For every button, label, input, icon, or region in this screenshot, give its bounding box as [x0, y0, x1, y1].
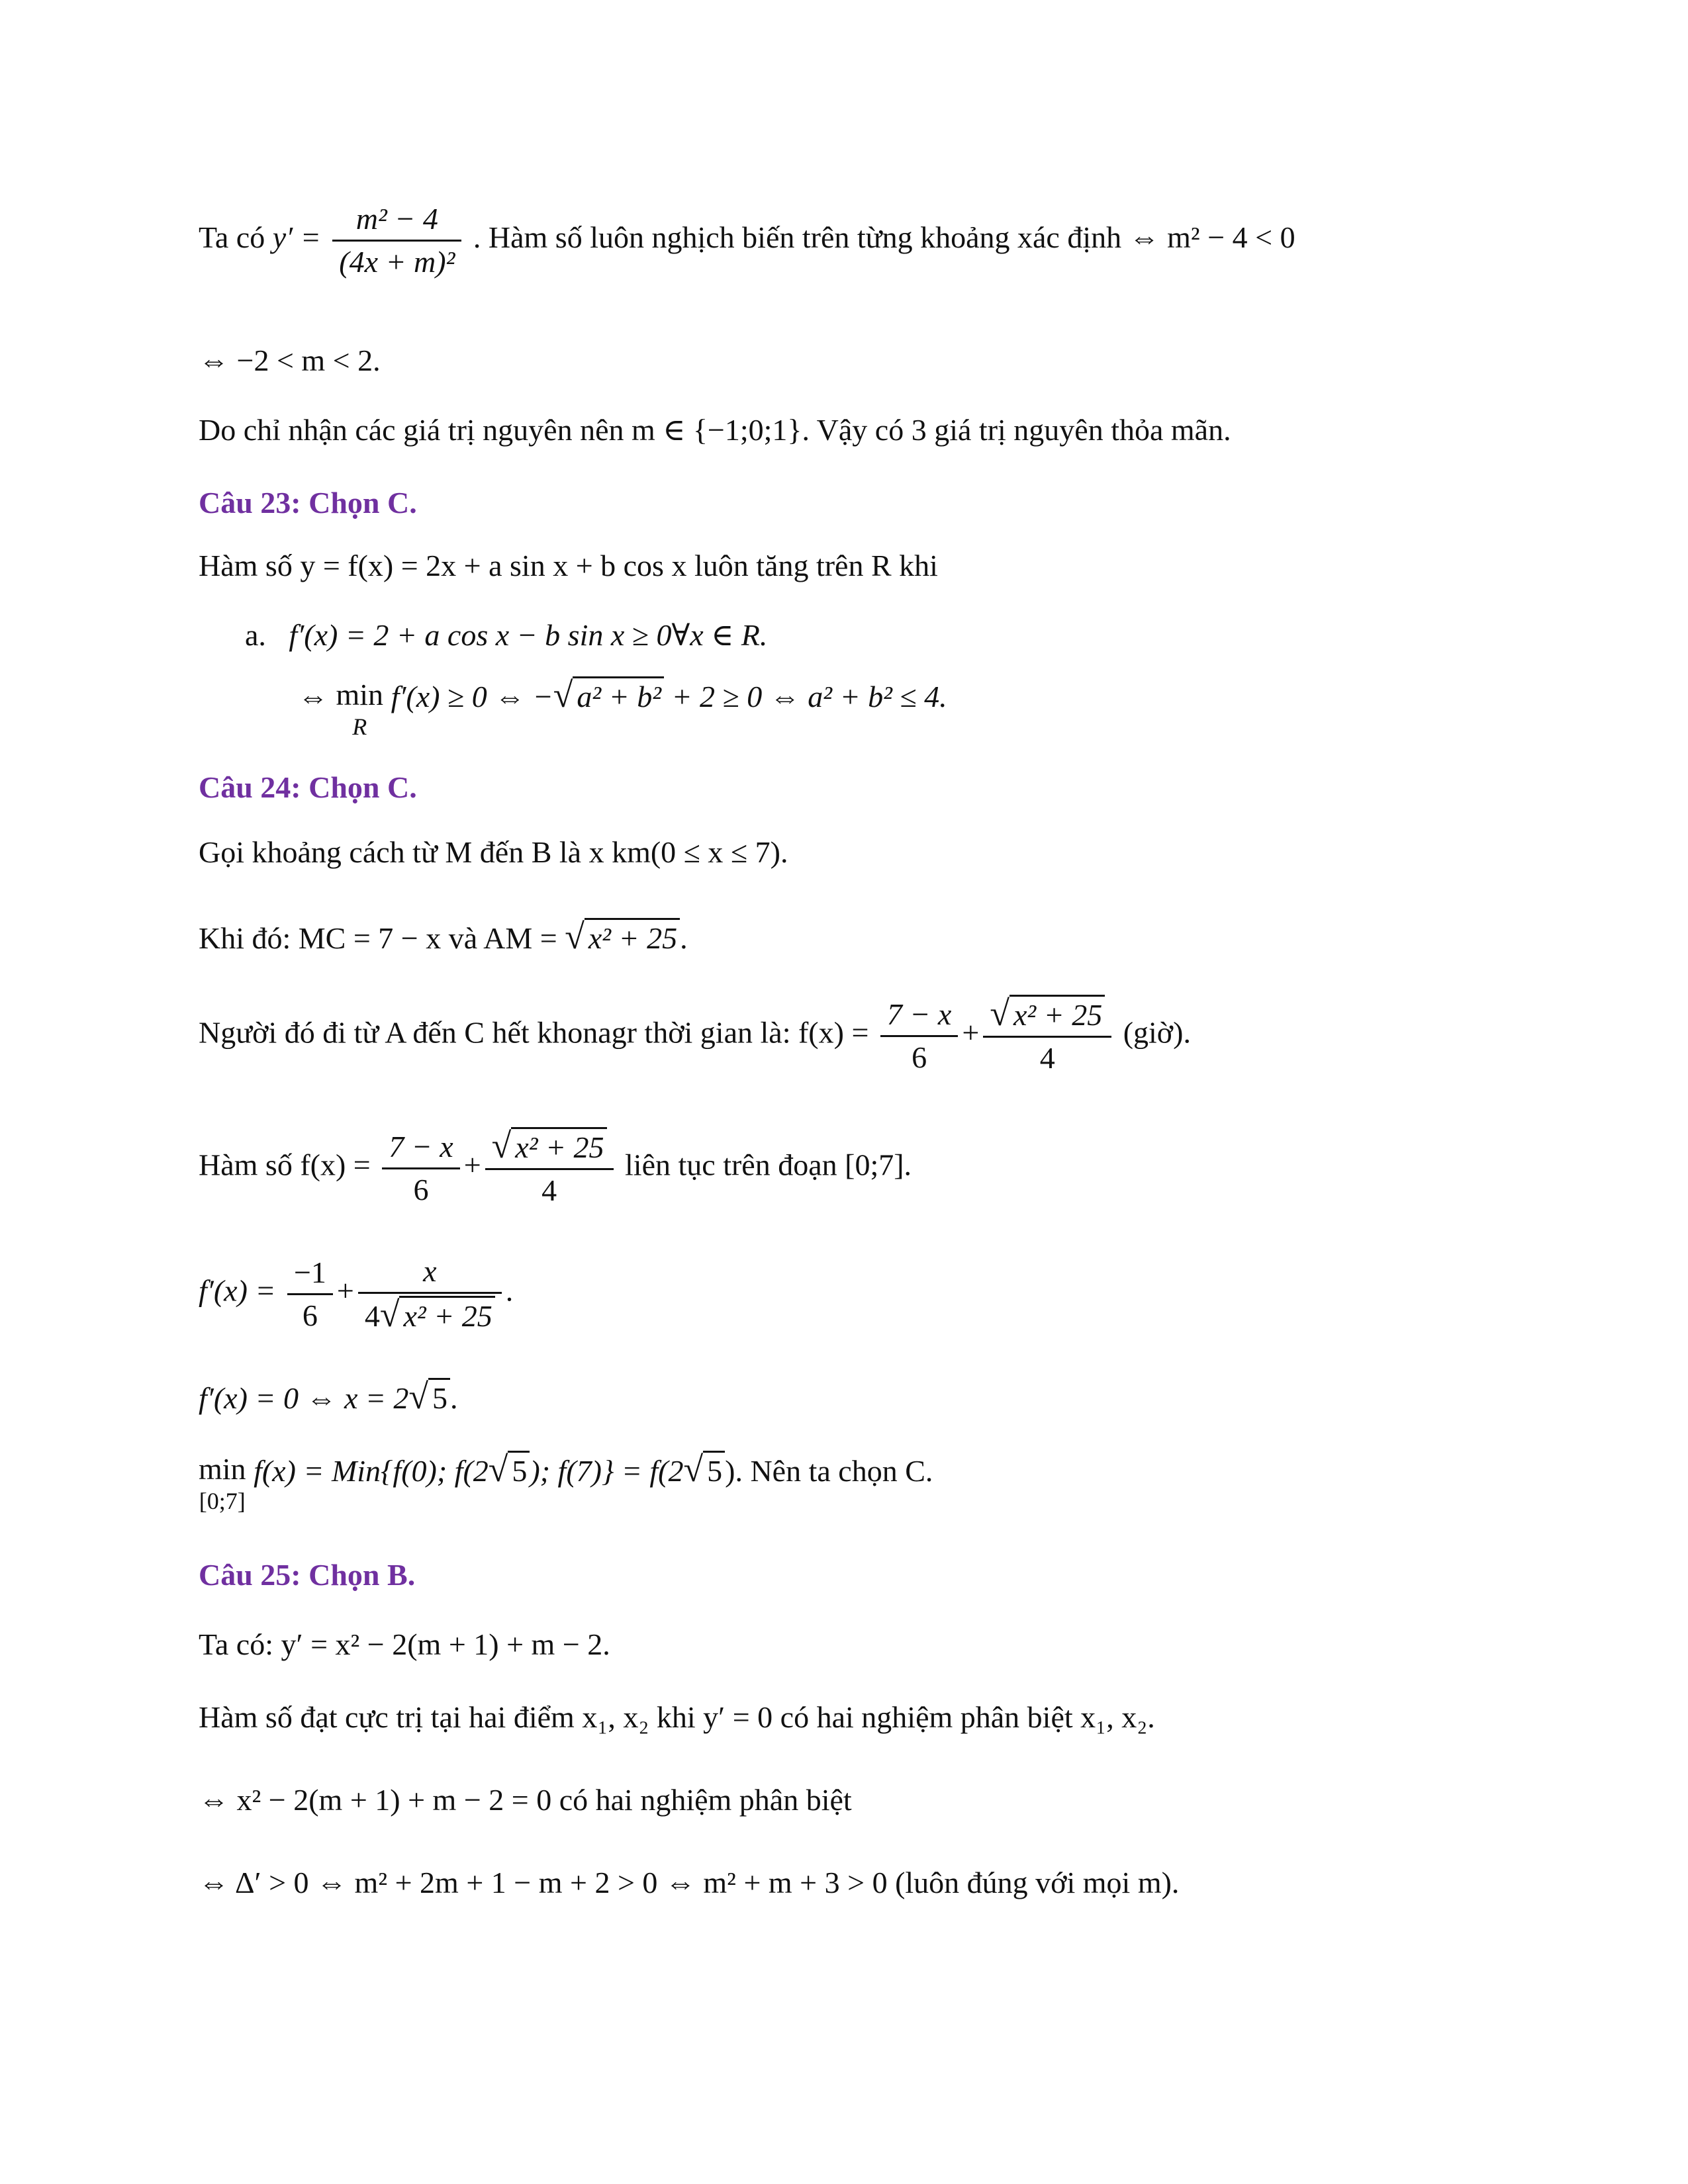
q24-line6: f′(x) = 0 ⇔ x = 2√ 5.	[199, 1377, 458, 1416]
q24-unit: (giờ).	[1123, 1015, 1191, 1050]
q24-plus: +	[962, 1015, 980, 1050]
q24-am-radicand: x² + 25	[585, 918, 680, 956]
q23-equiv: ⇔	[298, 680, 328, 713]
derivative-fraction	[332, 199, 461, 283]
q24-l6-post: .	[450, 1381, 458, 1415]
q24-time-text: Người đó đi từ A đến C hết khonagr thời gian là: f(x) =	[199, 1015, 869, 1050]
q24-l5-frac1-num: −1	[287, 1252, 333, 1295]
q24-l4-frac2: $\frac{\text{√ x² + 25}}{4}$	[485, 1125, 614, 1211]
q24-frac1-den: 6	[912, 1040, 927, 1074]
q23-line3	[298, 675, 947, 739]
q24-frac2: $\frac{\text{√ x² + 25}}{4}$	[983, 993, 1111, 1079]
line-integer-values: Do chỉ nhận các giá trị nguyên nên m ∈ {−1;0;1}. Vậy có 3 giá trị nguyên thỏa mãn.	[199, 413, 1231, 447]
q24-l5-plus: +	[336, 1273, 354, 1308]
q23-min	[336, 675, 384, 739]
q24-frac1	[880, 994, 958, 1078]
q24-l4-frac1-den: 6	[413, 1172, 429, 1206]
q24-l4-frac1	[382, 1126, 459, 1210]
q24-line4	[199, 1125, 912, 1211]
q23-mid: f′(x) ≥ 0 ⇔ −	[391, 680, 553, 713]
q24-l5-frac2-num: x	[358, 1251, 502, 1294]
q25-line1: Ta có: y′ = x² − 2(m + 1) + m − 2.	[199, 1627, 610, 1661]
q24-heading: Câu 24: Chọn C.	[199, 770, 417, 804]
q23-derivative: f′(x) = 2 + a cos x − b sin x ≥ 0∀x ∈ R.	[289, 618, 768, 652]
q24-l5-frac2: $\frac{x}{\text{4√ x² + 25}}$	[358, 1251, 502, 1337]
q24-l2-post: .	[680, 921, 688, 955]
q24-l7-min-sub: [0;7]	[199, 1488, 246, 1514]
q24-am-sqrt: √ x² + 25	[565, 917, 680, 958]
q24-l5-frac1-den: 6	[302, 1298, 318, 1332]
q24-line7: min [0;7] f(x) = Min{f(0); f(2√ 5); f(7)} = f(2√ 5). Nên ta chọn C.	[199, 1449, 933, 1514]
intro-text: Ta có	[199, 220, 273, 255]
q24-l6-pre: f′(x) = 0 ⇔ x = 2	[199, 1381, 409, 1415]
q24-l7-radicand: 5	[508, 1451, 530, 1488]
q24-frac2-radicand: x² + 25	[1009, 995, 1105, 1032]
derivative-denominator: (4x + m)²	[339, 245, 455, 279]
q24-frac1-num: 7 − x	[880, 994, 958, 1037]
q24-l5-den-coef: 4	[364, 1299, 380, 1333]
q24-frac2-den: 4	[1039, 1041, 1055, 1075]
q23-min-sub: R	[352, 713, 367, 740]
q24-l7-min	[199, 1449, 246, 1513]
q24-l7-c: ). Nên ta chọn C.	[725, 1454, 933, 1488]
q24-l4-plus: +	[463, 1148, 481, 1182]
q24-l4-frac1-num: 7 − x	[382, 1126, 459, 1169]
q24-line3	[199, 993, 1191, 1079]
q23-line2	[245, 615, 767, 655]
q23-item-label: a.	[245, 618, 266, 652]
q24-l4-pre: Hàm số f(x) =	[199, 1148, 371, 1182]
q23-line1: Hàm số y = f(x) = 2x + a sin x + b cos x luôn tăng trên R khi	[199, 549, 938, 582]
q24-l2-pre: Khi đó: MC = 7 − x và AM =	[199, 921, 557, 955]
q24-line5	[199, 1251, 513, 1337]
q24-l5-pre: f′(x) =	[199, 1273, 276, 1308]
line-range: ⇔ −2 < m < 2.	[199, 343, 381, 377]
q23-radicand: a² + b²	[573, 676, 664, 714]
q24-l5-post: .	[505, 1273, 514, 1308]
q23-sqrt: √ a² + b²	[553, 675, 664, 717]
q24-line1: Gọi khoảng cách từ M đến B là x km(0 ≤ x ≤ 7).	[199, 835, 788, 869]
intro-condition: . Hàm số luôn nghịch biến trên từng khoảng xác định ⇔ m² − 4 < 0	[473, 220, 1295, 255]
q24-l6-radicand: 5	[428, 1378, 450, 1416]
q24-l7-radicand2: 5	[703, 1451, 725, 1488]
q24-line2	[199, 917, 688, 958]
q25-line3: ⇔ x² − 2(m + 1) + m − 2 = 0 có hai nghiệm phân biệt	[199, 1783, 852, 1817]
q24-l4-post: liên tục trên đoạn [0;7].	[625, 1148, 912, 1182]
q25-line2: Hàm số đạt cực trị tại hai điểm x₁, x₂ khi y′ = 0 có hai nghiệm phân biệt x₁, x₂.	[199, 1700, 1155, 1734]
q23-post: + 2 ≥ 0 ⇔ a² + b² ≤ 4.	[671, 680, 947, 713]
q23-heading: Câu 23: Chọn C.	[199, 486, 417, 520]
intro-formula-left: y′ =	[272, 220, 321, 255]
q25-heading: Câu 25: Chọn B.	[199, 1558, 416, 1592]
q24-l5-frac1	[287, 1252, 333, 1336]
q24-l7-b: ); f(7)} = f(2	[530, 1454, 684, 1488]
q24-l4-frac2-den: 4	[541, 1173, 557, 1207]
q23-min-word: min	[336, 678, 384, 711]
q24-l7-min-word: min	[199, 1452, 246, 1486]
q25-line4: ⇔ Δ′ > 0 ⇔ m² + 2m + 1 − m + 2 > 0 ⇔ m² + m + 3 > 0 (luôn đúng với mọi m).	[199, 1866, 1180, 1899]
q24-l4-radicand: x² + 25	[511, 1127, 606, 1165]
derivative-numerator: m² − 4	[332, 199, 461, 242]
q24-l5-den-radicand: x² + 25	[399, 1296, 494, 1334]
intro-line	[199, 199, 1295, 283]
q24-l7-a: f(x) = Min{f(0); f(2	[254, 1454, 489, 1488]
